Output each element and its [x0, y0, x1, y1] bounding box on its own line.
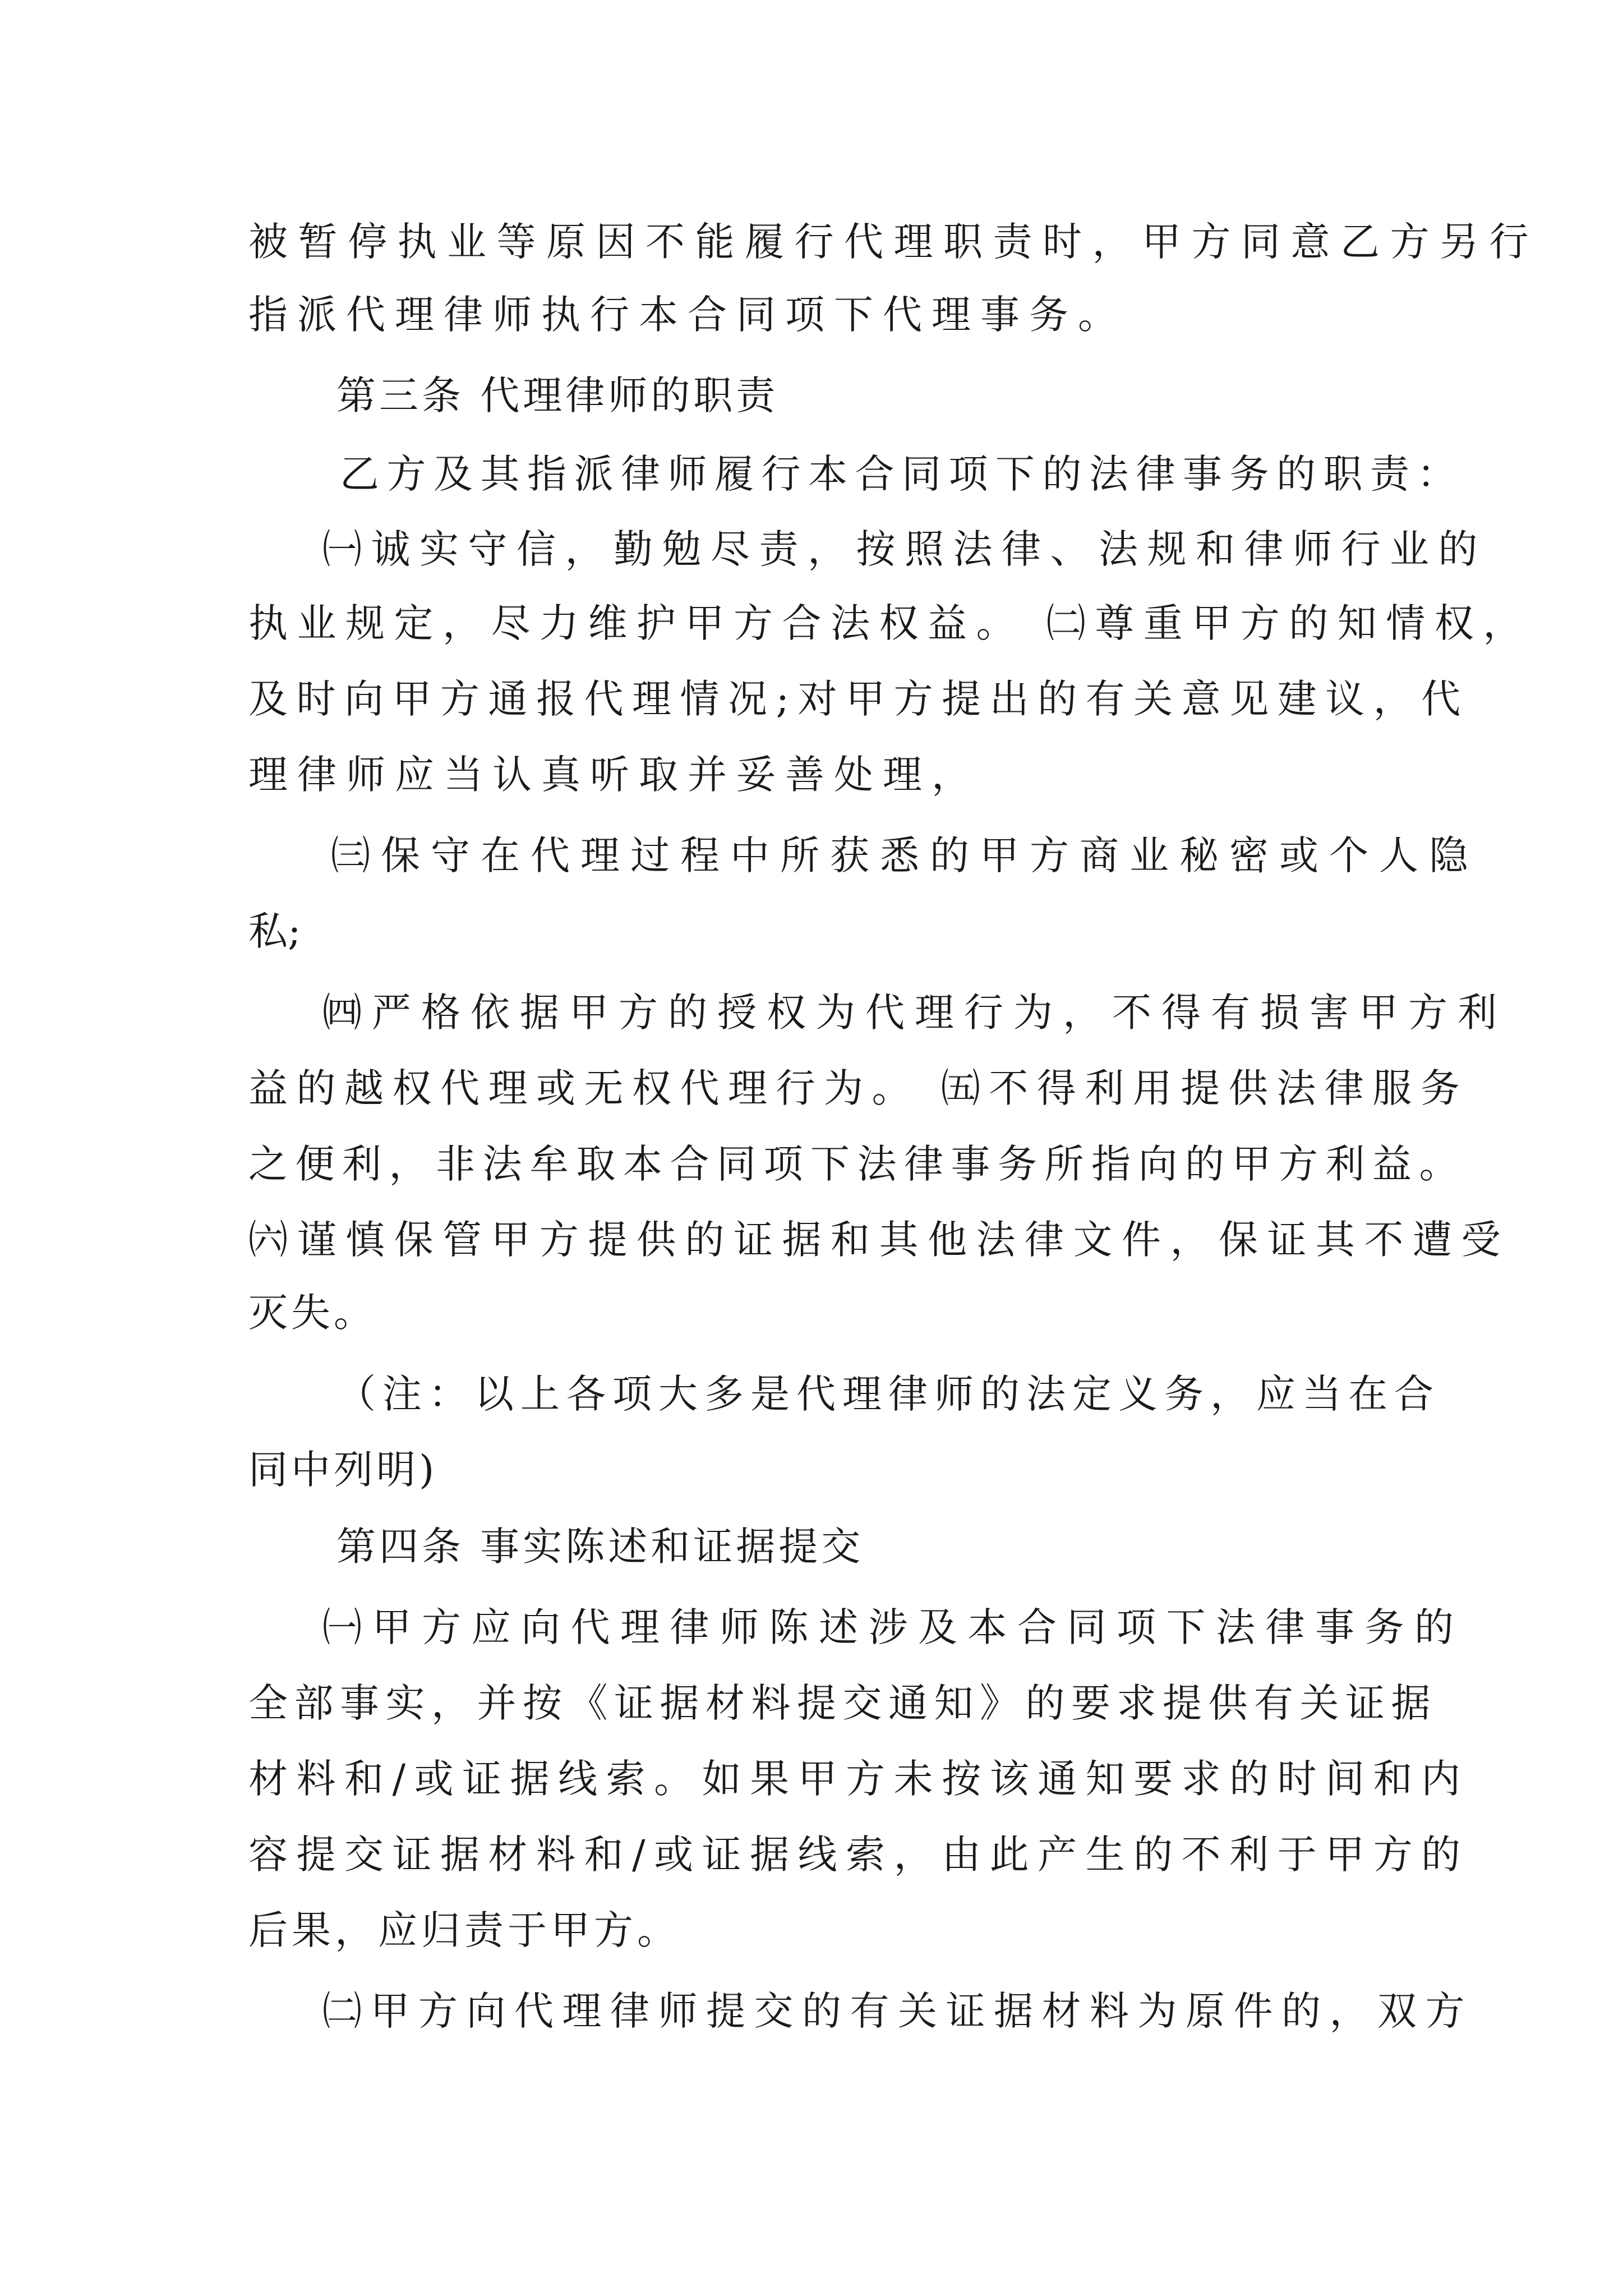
text-line: 灭失。 — [248, 1290, 376, 1336]
text-line: 私; — [248, 908, 301, 954]
text-line: 被暂停执业等原因不能履行代理职责时，甲方同意乙方另行 — [248, 219, 1539, 265]
text-line: 指派代理律师执行本合同项下代理事务。 — [248, 292, 1127, 338]
text-line: 后果，应归责于甲方。 — [248, 1907, 680, 1953]
article-heading: 第四条 事实陈述和证据提交 — [336, 1524, 864, 1570]
text-line: 全部事实，并按《证据材料提交通知》的要求提供有关证据 — [248, 1680, 1437, 1726]
text-line: ㈡甲方向代理律师提交的有关证据材料为原件的，双方 — [322, 1988, 1473, 2034]
text-line: ㈠甲方应向代理律师陈述涉及本合同项下法律事务的 — [322, 1604, 1464, 1650]
text-line: 乙方及其指派律师履行本合同项下的法律事务的职责： — [340, 451, 1464, 497]
text-line: ㈠诚实守信，勤勉尽责，按照法律、法规和律师行业的 — [322, 526, 1487, 572]
text-line: ㈥谨慎保管甲方提供的证据和其他法律文件，保证其不遭受 — [248, 1217, 1510, 1263]
text-line: 理律师应当认真听取并妥善处理， — [248, 752, 980, 798]
text-line: 益的越权代理或无权代理行为。 ㈤不得利用提供法律服务 — [248, 1065, 1469, 1111]
text-line: 之便利，非法牟取本合同项下法律事务所指向的甲方利益。 — [248, 1141, 1466, 1187]
text-line: 材料和/或证据线索。如果甲方未按该通知要求的时间和内 — [248, 1756, 1469, 1802]
text-line: ㈣严格依据甲方的授权为代理行为，不得有损害甲方利 — [322, 990, 1507, 1036]
note-line: （注：以上各项大多是代理律师的法定义务，应当在合 — [336, 1371, 1440, 1417]
text-line: 执业规定，尽力维护甲方合法权益。 ㈡尊重甲方的知情权， — [248, 600, 1532, 646]
article-heading: 第三条 代理律师的职责 — [336, 372, 779, 418]
text-line: 容提交证据材料和/或证据线索，由此产生的不利于甲方的 — [248, 1832, 1469, 1878]
note-line: 同中列明) — [248, 1447, 438, 1493]
text-line: ㈢保守在代理过程中所获悉的甲方商业秘密或个人隐 — [331, 832, 1479, 878]
text-line: 及时向甲方通报代理情况;对甲方提出的有关意见建议，代 — [248, 676, 1469, 722]
